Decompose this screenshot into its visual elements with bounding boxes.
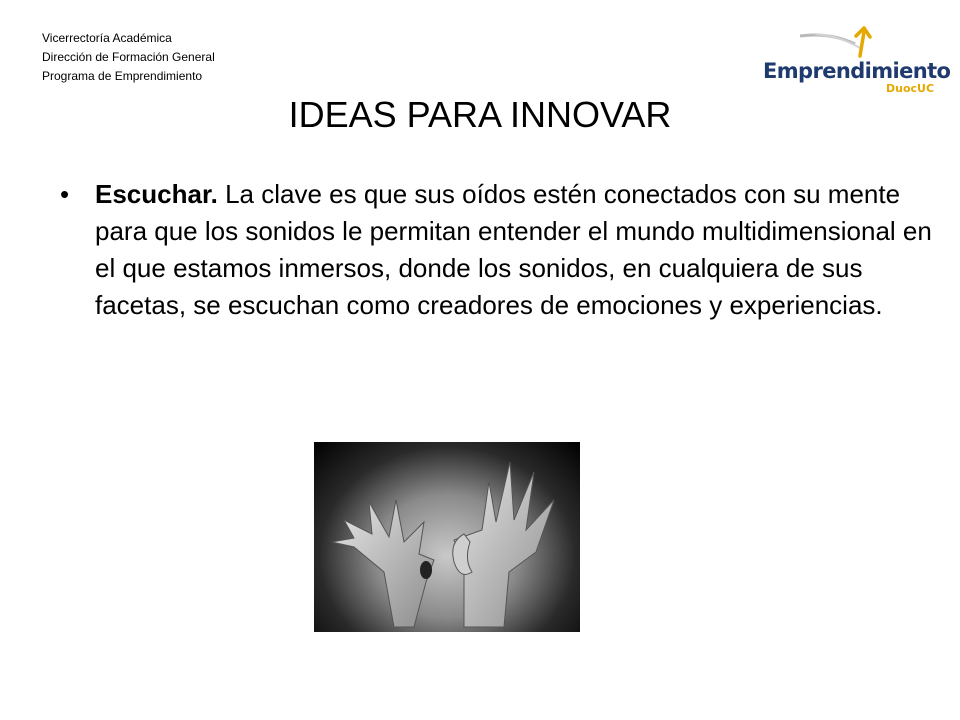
bullet-lead: Escuchar. — [95, 179, 218, 209]
slide-body — [60, 176, 940, 324]
hands-photo — [314, 442, 580, 632]
logo-wordmark: Emprendimiento — [763, 59, 951, 83]
bullet-item — [60, 176, 940, 324]
header-line-vicerrectoria: Vicerrectoría Académica — [42, 31, 172, 45]
logo-duocuc: DuocUC — [886, 82, 935, 95]
bullet-marker: • — [60, 179, 70, 209]
bullet-text: La clave es que sus oídos estén conectados con su mente para que los sonidos le permitan entender el mundo multidimensional en el que estamos inmersos, donde los sonidos, en cualquiera de sus facetas, se escuchan como creadores de emociones y experiencias. — [95, 179, 932, 320]
slide-title: IDEAS PARA INNOVAR — [288, 94, 672, 135]
hands-mouth-ear-icon — [314, 442, 580, 632]
institution-header — [42, 29, 215, 86]
header-line-programa: Programa de Emprendimiento — [42, 69, 203, 83]
header-line-direccion: Dirección de Formación General — [42, 50, 215, 64]
